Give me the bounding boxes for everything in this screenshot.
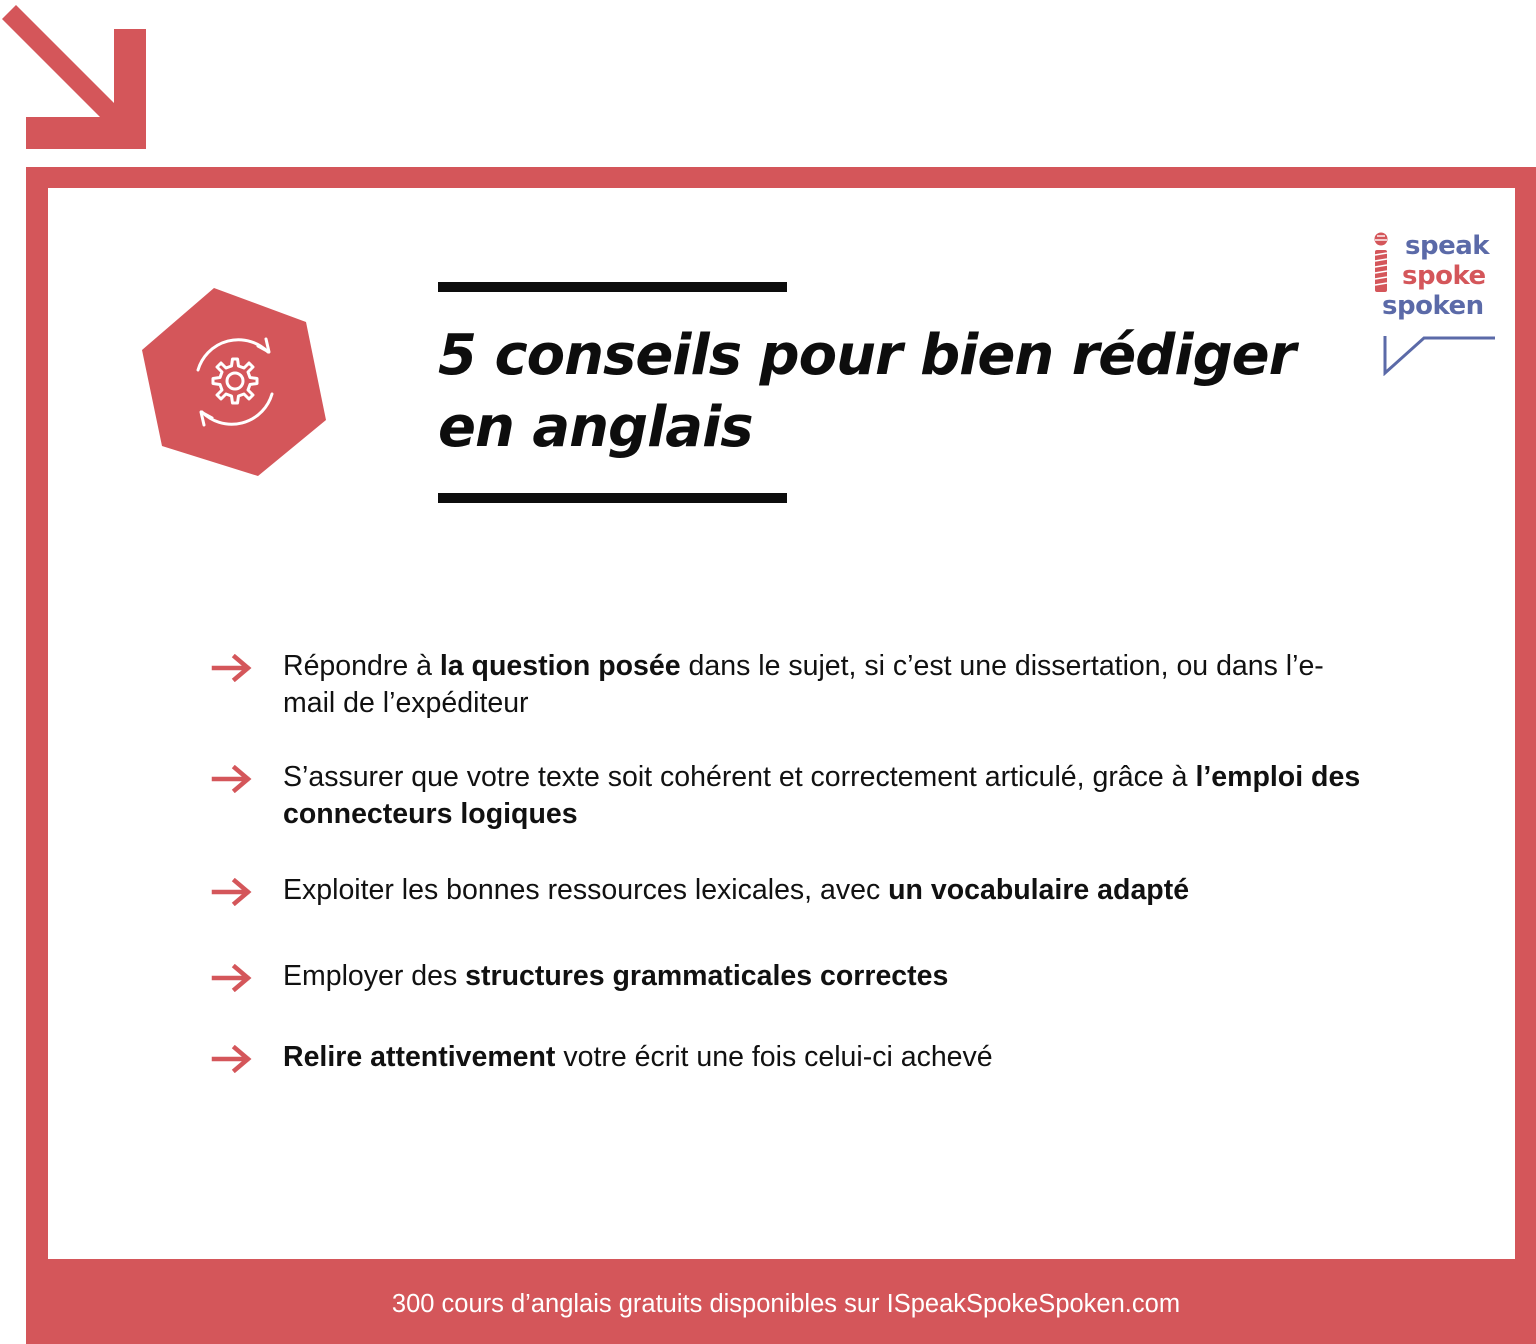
tip-text-regular: S’assurer que votre texte soit cohérent et correctement articulé, grâce à [283, 761, 1196, 793]
title-rule-bottom [438, 493, 787, 503]
gear-refresh-badge [140, 286, 330, 478]
page-title [438, 320, 1318, 464]
tip-text-bold: Relire attentivement [283, 1041, 556, 1073]
title-rule-top [438, 282, 787, 292]
title-line-1: 5 conseils pour bien rédiger [438, 323, 1296, 388]
tip-text-regular: votre écrit une fois celui-ci achevé [555, 1041, 993, 1073]
tip-text-bold: structures grammaticales correctes [465, 960, 949, 992]
tip-text [283, 872, 1363, 909]
tip-text [283, 759, 1363, 833]
logo-word-speak: speak [1405, 231, 1490, 261]
arrow-right-icon [210, 1045, 254, 1073]
arrow-right-icon [210, 765, 254, 793]
tip-text-regular: Exploiter les bonnes ressources lexicales, avec [283, 874, 889, 906]
tip-text [283, 958, 1363, 995]
title-line-2: en anglais [438, 395, 753, 460]
tip-text-bold: l’emploi des connecteurs logiques [283, 761, 1361, 830]
tip-text [283, 648, 1363, 722]
tip-text-bold: un vocabulaire adapté [888, 874, 1190, 906]
speech-tail-icon [1382, 332, 1498, 376]
arrow-right-icon [210, 878, 254, 906]
tip-text-bold: la question posée [439, 650, 681, 682]
logo-word-spoke: spoke [1402, 261, 1486, 291]
tip-text [283, 1039, 1363, 1076]
tip-text-regular: Répondre à [283, 650, 440, 682]
tip-text-regular: dans le sujet, si c’est une dissertation, ou dans l’e-mail de l’expéditeur [283, 650, 1324, 719]
brand-logo [1368, 228, 1498, 378]
footer-text: 300 cours d’anglais gratuits disponibles sur ISpeakSpokeSpoken.com [391, 1290, 1181, 1318]
arrow-right-icon [210, 654, 254, 682]
logo-word-spoken: spoken [1382, 291, 1484, 321]
arrow-right-icon [210, 964, 254, 992]
logo-i-mark-icon [1373, 231, 1389, 293]
tip-text-regular: Employer des [283, 960, 466, 992]
corner-arrow-icon [0, 0, 160, 160]
